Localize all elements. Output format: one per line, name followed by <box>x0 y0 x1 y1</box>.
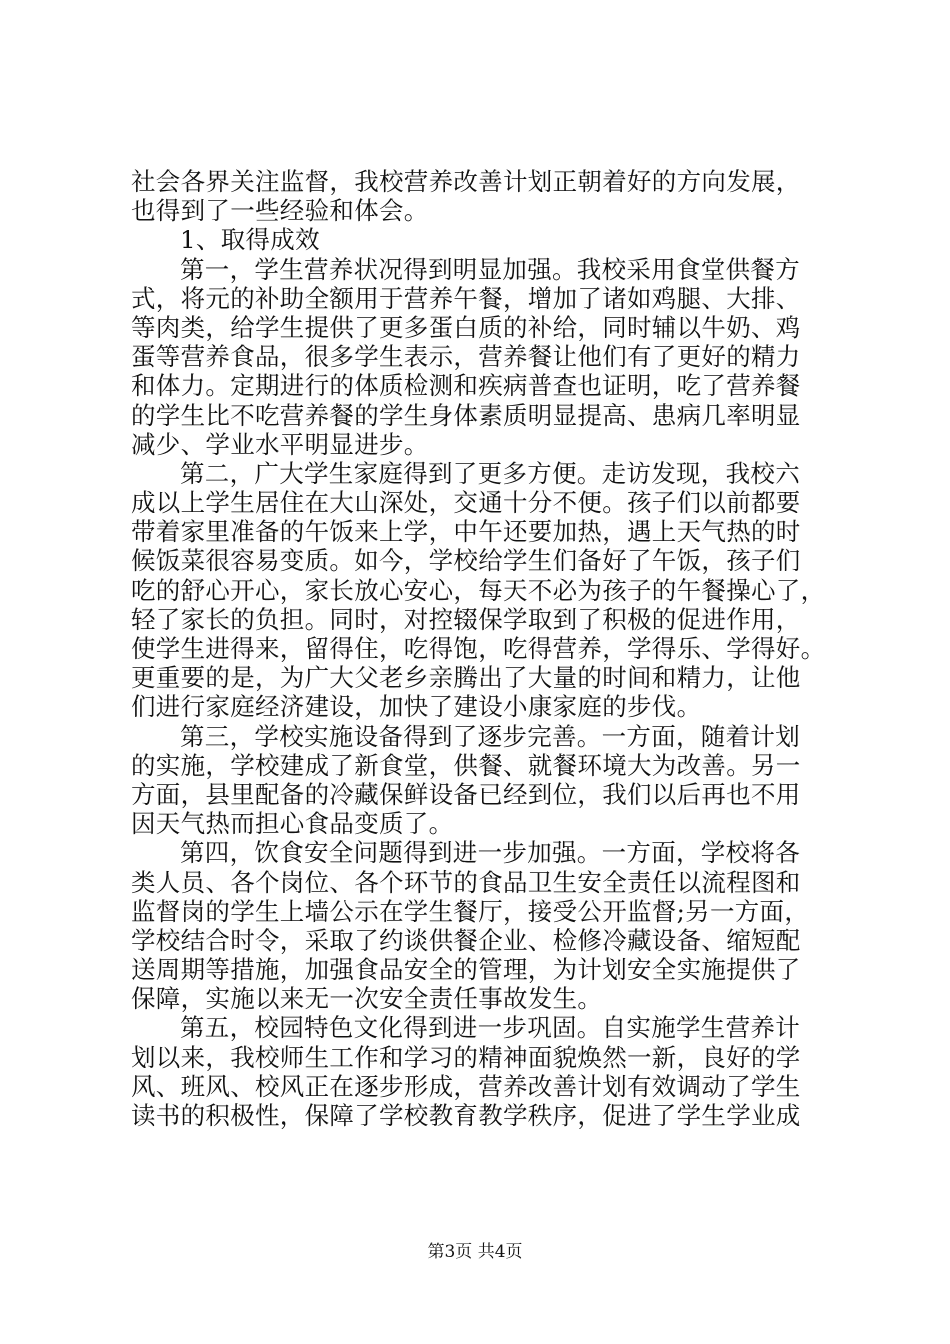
text-line: 读书的积极性，保障了学校教育教学秩序，促进了学生学业成 <box>131 1101 801 1130</box>
paragraph-start: 第二，广大学生家庭得到了更多方便。走访发现，我校六 <box>180 458 800 488</box>
text-line: 式，将元的补助全额用于营养午餐，增加了诸如鸡腿、大排、 <box>131 283 801 313</box>
text-line: 带着家里准备的午饭来上学，中午还要加热，遇上天气热的时 <box>131 517 801 547</box>
paragraph-start: 第三，学校实施设备得到了逐步完善。一方面，随着计划 <box>180 721 800 751</box>
text-line: 们进行家庭经济建设，加快了建设小康家庭的步伐。 <box>131 692 702 722</box>
text-line: 因天气热而担心食品变质了。 <box>131 809 454 839</box>
text-line: 也得到了一些经验和体会。 <box>131 196 429 226</box>
text-line: 的实施，学校建成了新食堂，供餐、就餐环境大为改善。另一 <box>131 750 801 780</box>
text-line: 风、班风、校风正在逐步形成，营养改善计划有效调动了学生 <box>131 1071 801 1101</box>
text-line: 监督岗的学生上墙公示在学生餐厅，接受公开监督;另一方面， <box>131 896 810 926</box>
text-line: 学校结合时令，采取了约谈供餐企业、检修冷藏设备、缩短配 <box>131 925 801 955</box>
document-body <box>131 167 831 1130</box>
text-line: 送周期等措施，加强食品安全的管理，为计划安全实施提供了 <box>131 955 801 985</box>
text-line: 轻了家长的负担。同时，对控辍保学取到了积极的促进作用， <box>131 604 801 634</box>
page-number-footer: 第3页 共4页 <box>427 1242 523 1262</box>
text-line: 划以来，我校师生工作和学习的精神面貌焕然一新，良好的学 <box>131 1042 801 1072</box>
text-line: 候饭菜很容易变质。如今，学校给学生们备好了午饭，孩子们 <box>131 546 801 576</box>
text-line: 和体力。定期进行的体质检测和疾病普查也证明，吃了营养餐 <box>131 371 801 401</box>
text-line: 保障，实施以来无一次安全责任事故发生。 <box>131 984 603 1014</box>
text-line: 等肉类，给学生提供了更多蛋白质的补给，同时辅以牛奶、鸡 <box>131 312 801 342</box>
text-line: 减少、学业水平明显进步。 <box>131 429 429 459</box>
text-line: 蛋等营养食品，很多学生表示，营养餐让他们有了更好的精力 <box>131 342 801 372</box>
text-line: 更重要的是，为广大父老乡亲腾出了大量的时间和精力，让他 <box>131 663 801 693</box>
text-line: 的学生比不吃营养餐的学生身体素质明显提高、患病几率明显 <box>131 400 801 430</box>
text-line: 吃的舒心开心，家长放心安心，每天不必为孩子的午餐操心了， <box>131 575 826 605</box>
section-heading: 1、取得成效 <box>180 225 320 255</box>
paragraph-start: 第一，学生营养状况得到明显加强。我校采用食堂供餐方 <box>180 254 800 284</box>
text-line: 类人员、各个岗位、各个环节的食品卫生安全责任以流程图和 <box>131 867 801 897</box>
text-line: 成以上学生居住在大山深处，交通十分不便。孩子们以前都要 <box>131 488 801 518</box>
paragraph-start: 第五，校园特色文化得到进一步巩固。自实施学生营养计 <box>180 1013 800 1043</box>
paragraph-start: 第四，饮食安全问题得到进一步加强。一方面，学校将各 <box>180 838 800 868</box>
text-line: 使学生进得来，留得住，吃得饱，吃得营养，学得乐、学得好。 <box>131 634 826 663</box>
text-line: 方面，县里配备的冷藏保鲜设备已经到位，我们以后再也不用 <box>131 779 801 809</box>
text-line: 社会各界关注监督，我校营养改善计划正朝着好的方向发展， <box>131 167 801 196</box>
